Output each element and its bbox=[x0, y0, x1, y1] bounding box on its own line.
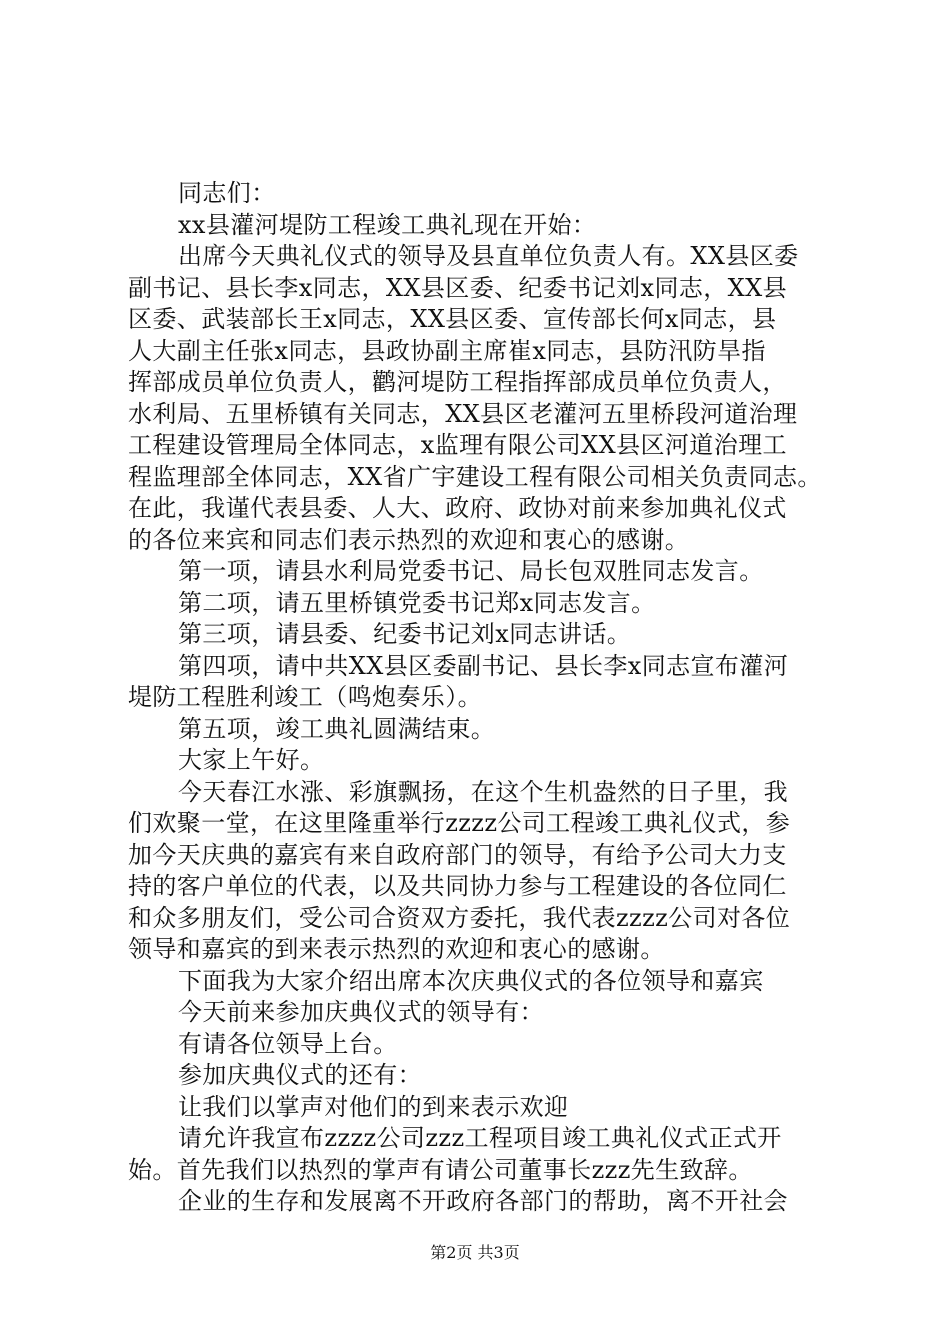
text-line: 工程建设管理局全体同志，x监理有限公司XX县区河道治理工 bbox=[128, 431, 787, 459]
text-line: 请允许我宣布zzzz公司zzz工程项目竣工典礼仪式正式开 bbox=[178, 1124, 782, 1152]
text-line: 出席今天典礼仪式的领导及县直单位负责人有。XX县区委 bbox=[178, 242, 799, 270]
text-line: 挥部成员单位负责人，鹳河堤防工程指挥部成员单位负责人， bbox=[128, 368, 787, 396]
text-line: 企业的生存和发展离不开政府各部门的帮助，离不开社会 bbox=[178, 1187, 788, 1215]
text-line: 区委、武装部长王x同志，XX县区委、宣传部长何x同志，县 bbox=[128, 305, 777, 333]
page-footer: 第2页 共3页 bbox=[430, 1243, 520, 1262]
text-line: 持的客户单位的代表，以及共同协力参与工程建设的各位同仁 bbox=[128, 872, 787, 900]
text-line: xx县灌河堤防工程竣工典礼现在开始： bbox=[178, 210, 597, 239]
text-line: 第四项，请中共XX县区委副书记、县长李x同志宣布灌河 bbox=[178, 651, 789, 680]
text-line: 让我们以掌声对他们的到来表示欢迎 bbox=[178, 1092, 569, 1121]
document-body bbox=[128, 178, 833, 1218]
text-line: 今天前来参加庆典仪式的领导有： bbox=[178, 998, 544, 1026]
text-line: 第二项，请五里桥镇党委书记郑x同志发言。 bbox=[178, 588, 656, 617]
text-line: 有请各位领导上台。 bbox=[178, 1029, 398, 1058]
text-line: 大家上午好。 bbox=[178, 746, 325, 774]
text-line: 们欢聚一堂，在这里隆重举行zzzz公司工程竣工典礼仪式，参 bbox=[128, 809, 791, 837]
text-line: 同志们： bbox=[178, 179, 276, 207]
text-line: 和众多朋友们，受公司合资双方委托，我代表zzzz公司对各位 bbox=[128, 903, 791, 932]
text-line: 领导和嘉宾的到来表示热烈的欢迎和衷心的感谢。 bbox=[128, 935, 665, 963]
text-line: 的各位来宾和同志们表示热烈的欢迎和衷心的感谢。 bbox=[128, 525, 690, 554]
text-line: 下面我为大家介绍出席本次庆典仪式的各位领导和嘉宾 bbox=[178, 966, 764, 995]
text-line: 加今天庆典的嘉宾有来自政府部门的领导，有给予公司大力支 bbox=[128, 840, 787, 869]
text-line: 今天春江水涨、彩旗飘扬，在这个生机盎然的日子里，我 bbox=[178, 777, 788, 806]
text-line: 第三项，请县委、纪委书记刘x同志讲话。 bbox=[178, 620, 632, 648]
text-line: 在此，我谨代表县委、人大、政府、政协对前来参加典礼仪式 bbox=[128, 494, 787, 522]
text-line: 始。首先我们以热烈的掌声有请公司董事长zzz先生致辞。 bbox=[128, 1155, 753, 1184]
text-line: 参加庆典仪式的还有： bbox=[178, 1061, 422, 1089]
text-line: 人大副主任张x同志，县政协副主席崔x同志，县防汛防旱指 bbox=[128, 336, 766, 365]
text-line: 水利局、五里桥镇有关同志，XX县区老灌河五里桥段河道治理 bbox=[128, 399, 798, 428]
text-line: 第五项，竣工典礼圆满结束。 bbox=[178, 714, 496, 743]
text-line: 副书记、县长李x同志，XX县区委、纪委书记刘x同志，XX县 bbox=[128, 273, 788, 302]
text-line: 第一项，请县水利局党委书记、局长包双胜同志发言。 bbox=[178, 557, 764, 585]
text-line: 程监理部全体同志，XX省广宇建设工程有限公司相关负责同志。 bbox=[128, 462, 822, 491]
text-line: 堤防工程胜利竣工（鸣炮奏乐）。 bbox=[128, 683, 482, 711]
